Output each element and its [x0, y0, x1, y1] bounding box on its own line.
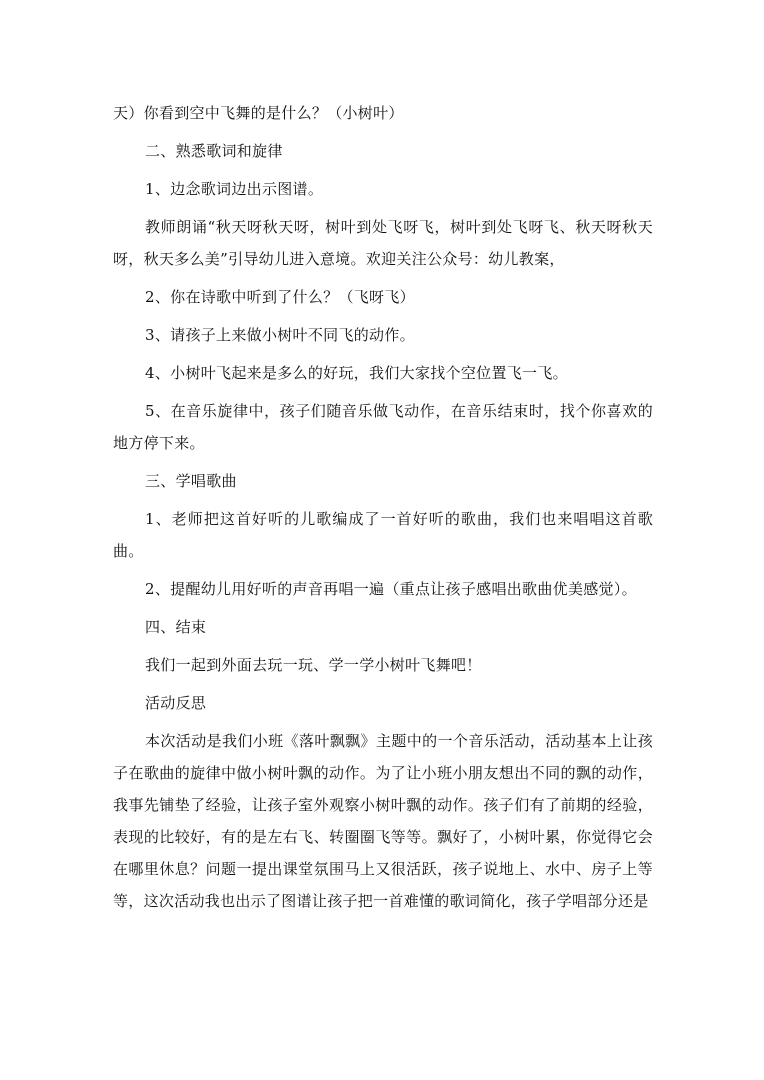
- section-heading-2: 二、熟悉歌词和旋律: [145, 142, 283, 160]
- list-item-3: 3、请孩子上来做小树叶不同飞的动作。: [145, 326, 415, 344]
- paragraph-teacher-recite: 教师朗诵“秋天呀秋天呀，树叶到处飞呀飞，树叶到处飞呀飞、秋天呀秋天呀，秋天多么美”引导幼儿进入意境。欢迎关注公众号：幼儿教案，: [113, 218, 653, 268]
- section-heading-4: 四、结束: [145, 618, 207, 636]
- list-item-5: 5、在音乐旋律中，孩子们随音乐做飞动作，在音乐结束时，找个你喜欢的地方停下来。: [113, 402, 653, 452]
- list-item-2: 2、你在诗歌中听到了什么？（飞呀飞）: [145, 288, 415, 306]
- paragraph-reflection: 本次活动是我们小班《落叶飘飘》主题中的一个音乐活动，活动基本上让孩子在歌曲的旋律中做小树叶飘的动作。为了让小班小朋友想出不同的飘的动作，我事先铺垫了经验，让孩子室外观察小树叶飘的动作。孩子们有了前期的经验，表现的比较好，有的是左右飞、转圈圈飞等等。飘好了，小树叶累，你觉得它会在哪里休息？问题一提出课堂氛围马上又很活跃，孩子说地上、水中、房子上等等，这次活动我也出示了图谱让孩子把一首难懂的歌词简化，孩子学唱部分还是: [113, 732, 653, 910]
- list-item-4: 4、小树叶飞起来是多么的好玩，我们大家找个空位置飞一飞。: [145, 364, 568, 382]
- paragraph-continuation: 天）你看到空中飞舞的是什么？（小树叶）: [113, 104, 404, 122]
- paragraph-ending: 我们一起到外面去玩一玩、学一学小树叶飞舞吧！: [145, 656, 482, 674]
- list-item-1: 1、边念歌词边出示图谱。: [145, 180, 324, 198]
- document-body: [113, 97, 653, 917]
- section-heading-3: 三、学唱歌曲: [145, 472, 237, 490]
- list-item-song-1: 1、老师把这首好听的儿歌编成了一首好听的歌曲，我们也来唱唱这首歌曲。: [113, 510, 653, 560]
- section-heading-reflection: 活动反思: [145, 694, 207, 712]
- list-item-song-2: 2、提醒幼儿用好听的声音再唱一遍（重点让孩子感唱出歌曲优美感觉）。: [145, 580, 637, 598]
